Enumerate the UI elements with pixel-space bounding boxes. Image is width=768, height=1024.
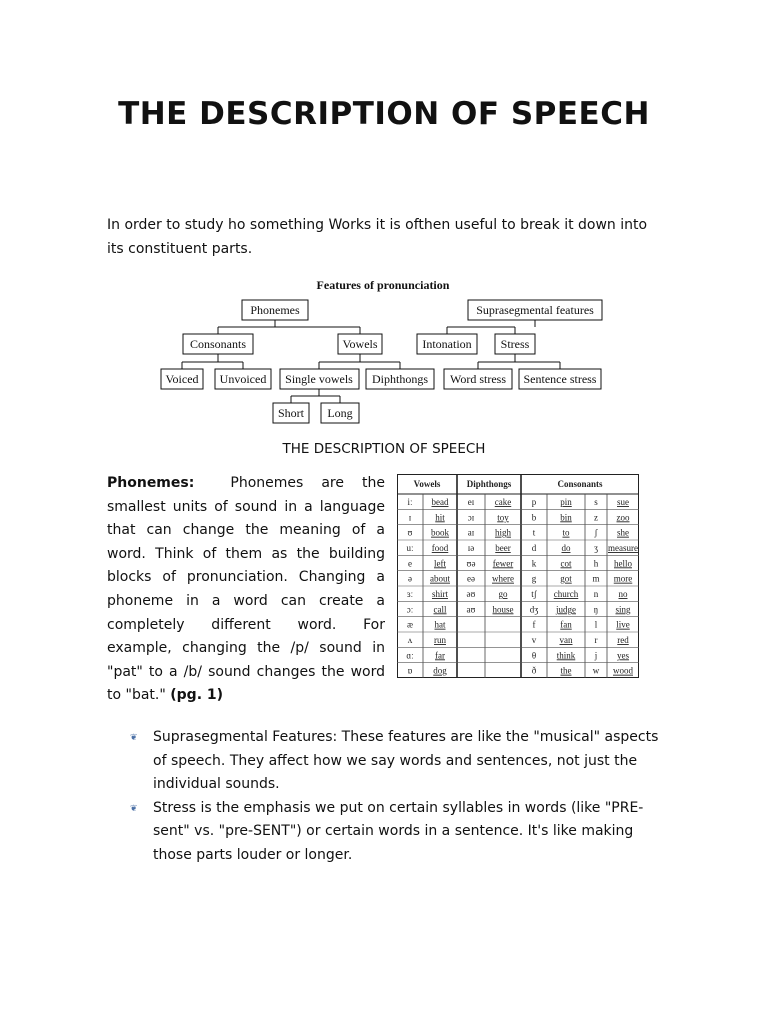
ipa-example-word: live [616, 619, 630, 630]
ipa-example-word: she [617, 527, 629, 538]
ipa-symbol: s [594, 497, 598, 508]
ipa-symbol: ʃ [594, 527, 598, 538]
ipa-header: Vowels [413, 479, 441, 489]
bullet-text: Suprasegmental Features: These features are like the "musical" aspects of speech. They affect how we say words and sentences, not just the individual sounds. [153, 729, 659, 793]
node-unvoiced: Unvoiced [219, 372, 267, 386]
page-title: THE DESCRIPTION OF SPEECH [118, 96, 650, 132]
ipa-example-word: bead [431, 497, 449, 508]
ipa-example-word: zoo [616, 512, 630, 523]
node-voiced: Voiced [165, 372, 199, 386]
ipa-symbol: θ [531, 650, 537, 661]
ipa-symbol: p [531, 497, 537, 508]
ipa-symbol: æ [406, 619, 414, 630]
list-item [130, 726, 670, 797]
ipa-symbol: ð [531, 665, 537, 676]
ipa-symbol: v [531, 635, 537, 646]
node-stress: Stress [500, 337, 530, 351]
ipa-example-word: food [431, 543, 449, 554]
bullet-text: Stress is the emphasis we put on certain syllables in words (like "PRE-sent" vs. "pre-SENT") or certain words in a sentence. It's like making those parts louder or longer. [153, 799, 644, 863]
ipa-example-word: measure [608, 543, 638, 554]
page-reference: (pg. 1) [170, 687, 224, 704]
ipa-symbol: j [594, 650, 598, 661]
node-single-vowels: Single vowels [285, 372, 353, 386]
ipa-symbol: m [592, 573, 600, 584]
ipa-symbol: ɒ [407, 665, 413, 676]
phonemes-text: Phonemes are the smallest units of sound in a language that can change the meaning of a word. Think of them as the building blocks of pronunciation. Changing a phoneme in a word can create a completely different word. For example, changing the /p/ sound in "pat" to a /b/ sound changes the word to "bat." [107, 475, 385, 704]
ipa-symbol: əʊ [466, 589, 476, 600]
ipa-symbol: uː [406, 543, 414, 554]
ipa-symbol: k [531, 558, 537, 569]
ipa-example-word: do [561, 543, 571, 554]
ipa-symbol: l [594, 619, 598, 630]
ipa-example-word: van [559, 635, 573, 646]
list-item [130, 797, 670, 868]
ipa-symbol: ʒ [594, 543, 598, 554]
node-word-stress: Word stress [449, 372, 507, 386]
ipa-example-word: fan [560, 619, 572, 630]
ipa-symbol: d [531, 543, 537, 554]
ipa-example-word: judge [556, 604, 576, 615]
ipa-example-word: sing [615, 604, 631, 615]
node-consonants: Consonants [189, 337, 247, 351]
ipa-symbol: f [532, 619, 536, 630]
ipa-example-word: to [562, 527, 570, 538]
ipa-symbol: ɪə [467, 543, 475, 554]
node-diphthongs: Diphthongs [371, 372, 429, 386]
ipa-symbol: n [593, 589, 599, 600]
ipa-example-word: hat [434, 619, 446, 630]
phonemes-label: Phonemes: [107, 475, 195, 491]
ipa-symbol: aɪ [467, 527, 475, 538]
bullet-list [130, 726, 670, 868]
diagram-heading: Features of pronunciation [316, 278, 450, 292]
ipa-header: Consonants [557, 479, 603, 489]
ipa-example-word: cake [494, 497, 512, 508]
ipa-example-word: cot [560, 558, 572, 569]
ipa-symbol: e [408, 558, 412, 569]
ipa-example-word: wood [613, 665, 633, 676]
ipa-symbol: ʌ [407, 635, 413, 646]
ipa-example-word: got [560, 573, 572, 584]
ipa-header: Diphthongs [466, 479, 512, 489]
pronunciation-features-diagram [155, 276, 615, 426]
ipa-symbol: t [532, 527, 536, 538]
section-subtitle: THE DESCRIPTION OF SPEECH [282, 441, 486, 457]
ipa-example-word: red [617, 635, 629, 646]
ipa-example-word: shirt [431, 589, 449, 600]
ipa-symbol: b [531, 512, 537, 523]
ipa-example-word: dog [433, 665, 447, 676]
ipa-symbol: eə [467, 573, 475, 584]
ipa-chart-table [397, 474, 639, 678]
ipa-symbol: r [594, 635, 598, 646]
phonemes-paragraph [107, 472, 385, 708]
ipa-example-word: far [435, 650, 445, 661]
ipa-symbol: eɪ [467, 497, 475, 508]
ipa-symbol: ə [408, 573, 412, 584]
ipa-example-word: yes [617, 650, 629, 661]
ipa-symbol: g [531, 573, 537, 584]
ipa-example-word: no [618, 589, 628, 600]
ipa-example-word: fewer [492, 558, 514, 569]
ipa-symbol: iː [407, 497, 413, 508]
ipa-symbol: tʃ [531, 589, 537, 600]
ipa-example-word: bin [560, 512, 572, 523]
ipa-symbol: aʊ [466, 604, 476, 615]
ipa-symbol: ɜː [406, 589, 414, 600]
node-intonation: Intonation [422, 337, 472, 351]
ipa-symbol: ɑː [406, 650, 414, 661]
ipa-symbol: h [593, 558, 599, 569]
ipa-symbol: ʊ [407, 527, 413, 538]
ipa-example-word: go [498, 589, 508, 600]
ipa-example-word: toy [497, 512, 509, 523]
ipa-example-word: pin [560, 497, 572, 508]
ipa-symbol: z [594, 512, 598, 523]
ipa-symbol: dʒ [529, 604, 539, 615]
ipa-example-word: think [556, 650, 576, 661]
node-short: Short [277, 406, 305, 420]
ipa-example-word: hello [614, 558, 632, 569]
ipa-example-word: run [434, 635, 446, 646]
ipa-example-word: more [613, 573, 633, 584]
ipa-example-word: high [494, 527, 512, 538]
ipa-example-word: house [492, 604, 514, 615]
intro-paragraph: In order to study ho something Works it is ofthen useful to break it down into its constituent parts. [107, 217, 648, 257]
ipa-example-word: where [492, 573, 514, 584]
ipa-example-word: hit [435, 512, 445, 523]
ipa-symbol: ɔɪ [467, 512, 475, 523]
node-phonemes: Phonemes [250, 303, 300, 317]
node-vowels: Vowels [342, 337, 378, 351]
node-sentence-stress: Sentence stress [523, 372, 597, 386]
ipa-symbol: ŋ [593, 604, 599, 615]
bullet-leaf-icon: ❦ [130, 733, 138, 743]
ipa-symbol: ɪ [408, 512, 412, 523]
ipa-example-word: about [430, 573, 450, 584]
ipa-symbol: ʊə [466, 558, 476, 569]
ipa-example-word: church [553, 589, 579, 600]
ipa-symbol: ɔː [406, 604, 414, 615]
ipa-example-word: call [433, 604, 447, 615]
node-suprasegmental: Suprasegmental features [476, 303, 594, 317]
ipa-example-word: the [560, 665, 572, 676]
bullet-leaf-icon: ❦ [130, 803, 138, 814]
ipa-example-word: left [434, 558, 446, 569]
node-long: Long [327, 406, 353, 420]
ipa-example-word: book [431, 527, 449, 538]
ipa-symbol: w [592, 665, 600, 676]
ipa-example-word: sue [617, 497, 629, 508]
ipa-example-word: beer [495, 543, 511, 554]
